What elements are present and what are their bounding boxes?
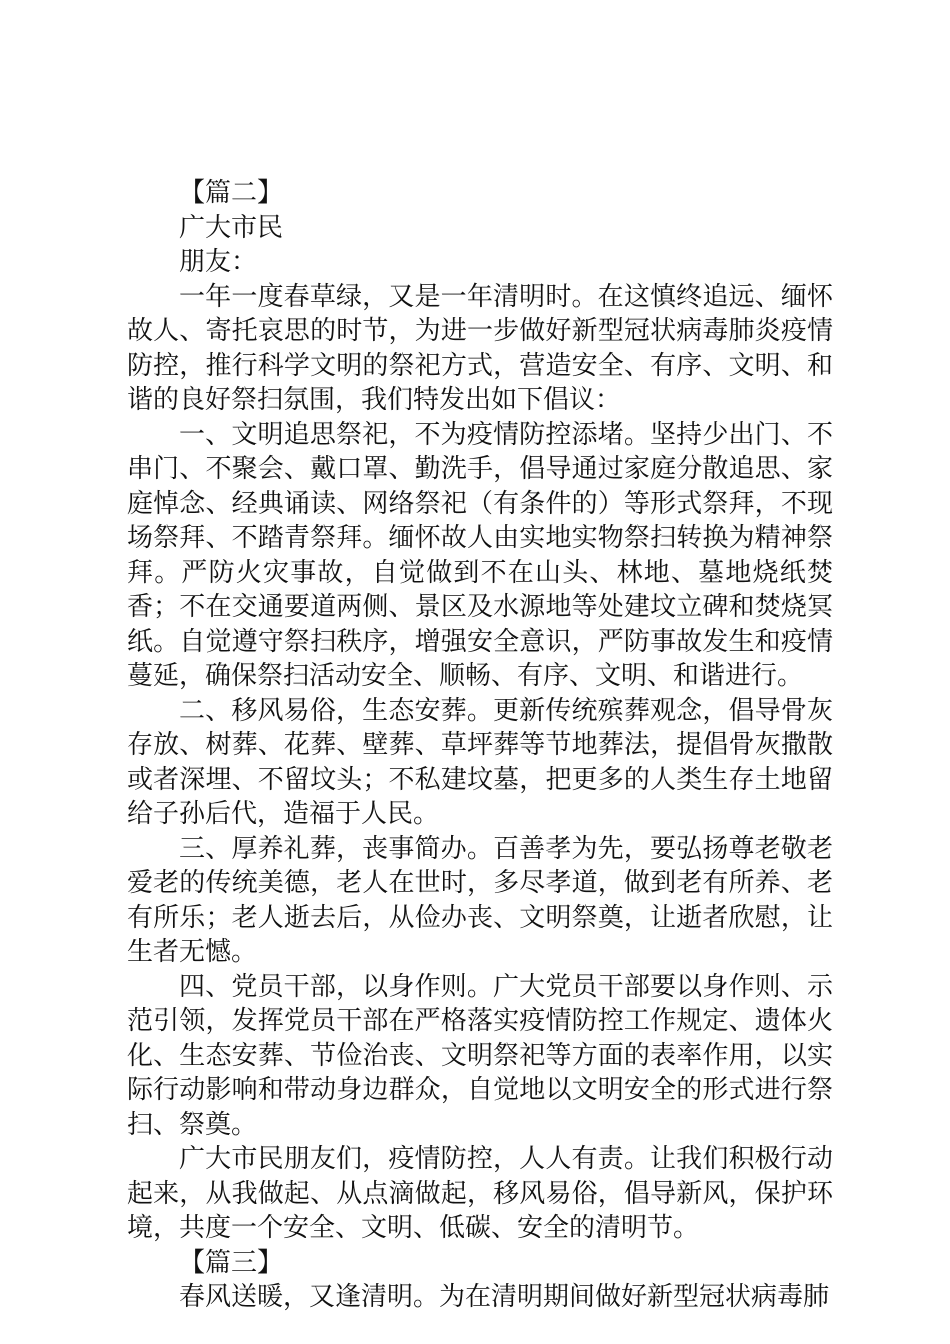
part-three-opening: 春风送暖，又逢清明。为在清明期间做好新型冠状病毒肺 (179, 1282, 830, 1312)
proposal-item-2: 二、移风易俗，生态安葬。更新传统殡葬观念，倡导骨灰存放、树葬、花葬、壁葬、草坪葬等节地葬法，提倡骨灰撒散或者深埋、不留坟头；不私建坟墓，把更多的人类生存土地留给子孙后代，造福于人民。 (127, 695, 833, 829)
intro-paragraph: 一年一度春草绿，又是一年清明时。在这慎终追远、缅怀故人、寄托哀思的时节，为进一步做好新型冠状病毒肺炎疫情防控，推行科学文明的祭祀方式，营造安全、有序、文明、和谐的良好祭扫氛围，我们特发出如下倡议： (127, 281, 833, 415)
salutation-line-1: 广大市民 (179, 212, 284, 243)
closing-paragraph: 广大市民朋友们，疫情防控，人人有责。让我们积极行动起来，从我做起、从点滴做起，移风易俗，倡导新风，保护环境，共度一个安全、文明、低碳、安全的清明节。 (127, 1144, 833, 1243)
section-heading-part-three: 【篇三】 (179, 1247, 284, 1278)
document-body (127, 176, 833, 1315)
proposal-item-4: 四、党员干部，以身作则。广大党员干部要以身作则、示范引领，发挥党员干部在严格落实疫情防控工作规定、遗体火化、生态安葬、节俭治丧、文明祭祀等方面的表率作用，以实际行动影响和带动身边群众，自觉地以文明安全的形式进行祭扫、祭奠。 (127, 971, 833, 1140)
salutation-line-2: 朋友： (179, 247, 258, 277)
section-heading-part-two: 【篇二】 (179, 178, 284, 208)
proposal-item-1: 一、文明追思祭祀，不为疫情防控添堵。坚持少出门、不串门、不聚会、戴口罩、勤洗手，倡导通过家庭分散追思、家庭悼念、经典诵读、网络祭祀（有条件的）等形式祭拜，不现场祭拜、不踏青祭拜。缅怀故人由实地实物祭扫转换为精神祭拜。严防火灾事故，自觉做到不在山头、林地、墓地烧纸焚香；不在交通要道两侧、景区及水源地等处建坟立碑和焚烧冥纸。自觉遵守祭扫秩序，增强安全意识，严防事故发生和疫情蔓延，确保祭扫活动安全、顺畅、有序、文明、和谐进行。 (127, 419, 833, 691)
proposal-item-3: 三、厚养礼葬，丧事简办。百善孝为先，要弘扬尊老敬老爱老的传统美德，老人在世时，多尽孝道，做到老有所养、老有所乐；老人逝去后，从俭办丧、文明祭奠，让逝者欣慰，让生者无憾。 (127, 833, 833, 967)
